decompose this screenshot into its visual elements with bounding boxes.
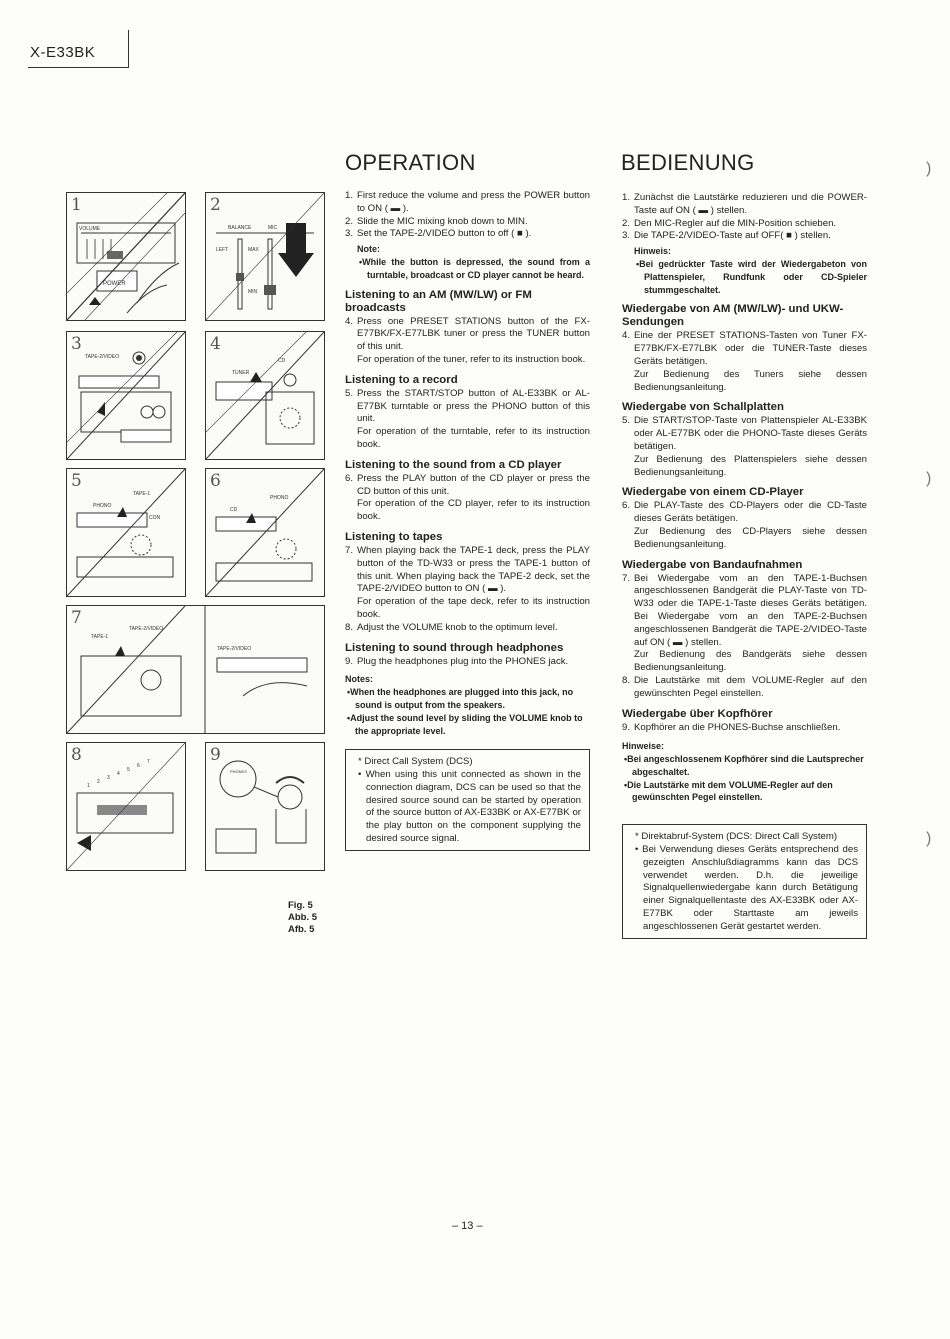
- operation-heading: OPERATION: [345, 150, 476, 175]
- panel-8-tick-7: 7: [147, 759, 150, 765]
- english-step-5-sub: For operation of the turntable, refer to its instruction book.: [357, 426, 590, 450]
- panel-7-tape2video-label-right: TAPE-2/VIDEO: [217, 646, 252, 652]
- fig-caption-nl: Afb. 5: [288, 924, 315, 935]
- header-rule-horizontal: [28, 67, 129, 68]
- header-rule-vertical: [128, 30, 129, 68]
- panel-4-number: 4: [210, 334, 221, 354]
- english-section-tapes: Listening to tapes: [345, 530, 443, 543]
- list-item: 5. Die START/STOP-Taste von Plattenspieler AL-E33BK oder AL-E77BK oder die PHONO-Taste dieses Geräts betätigen.: [622, 415, 867, 452]
- panel-6-cd-label: CD: [230, 507, 238, 513]
- model-tag: X-E33BK: [30, 44, 96, 61]
- figure-panel-3: [66, 331, 186, 460]
- panel-1-number: 1: [71, 195, 82, 215]
- list-item: 7. Bei Wiedergabe vom an den TAPE-1-Buchsen angeschlossenen Bandgerät die PLAY-Taste von TD-W33 oder die TAPE-1-Taste dieses Geräts betätigen. Bei Wiedergabe vom an den TAPE-2-Buchsen angeschlossenen Bandgerät die TAPE-2/VIDEO-Taste auf ON ( ▬ ) stellen.: [622, 572, 867, 648]
- german-section-headphones: Wiedergabe über Kopfhörer: [622, 707, 773, 720]
- english-section-cd: Listening to the sound from a CD player: [345, 458, 562, 471]
- panel-8-tick-5: 5: [127, 767, 130, 773]
- fig-caption-de: Abb. 5: [288, 912, 318, 923]
- figure-panel-2: [205, 192, 325, 321]
- list-item: 1. Zunächst die Lautstärke reduzieren und die POWER-Taste auf ON ( ▬ ) stellen.: [622, 192, 867, 216]
- english-section-record: Listening to a record: [345, 373, 458, 386]
- list-item: 3. Die TAPE-2/VIDEO-Taste auf OFF( ■ ) stellen.: [622, 230, 831, 242]
- german-dcs-title: * Direktabruf-System (DCS: Direct Call System): [635, 831, 838, 843]
- german-notes-item: • Die Lautstärke mit dem VOLUME-Regler auf den gewünschten Pegel einstellen.: [622, 779, 867, 805]
- list-item: 6. Press the PLAY button of the CD player or press the CD button of this unit.: [345, 472, 590, 497]
- panel-8-number: 8: [71, 745, 82, 765]
- panel-7-tape2video-label-left: TAPE-2/VIDEO: [129, 626, 164, 632]
- panel-2-number: 2: [210, 195, 221, 215]
- panel-1-illustration: [67, 193, 185, 320]
- panel-4-illustration: [206, 332, 324, 459]
- german-section-record: Wiedergabe von Schallplatten: [622, 401, 784, 414]
- list-item: 1. First reduce the volume and press the POWER button to ON ( ▬ ).: [345, 190, 590, 214]
- german-notes-title: Hinweise:: [622, 741, 665, 752]
- panel-5-tape1-label: TAPE-1: [133, 491, 151, 497]
- german-step-7-sub: Zur Bedienung des Bandgeräts siehe dessen Bedienungsanleitung.: [634, 649, 867, 674]
- german-section-am: Wiedergabe von AM (MW/LW)- und UKW-Sendungen: [622, 303, 844, 329]
- list-item: 9. Plug the headphones plug into the PHONES jack.: [345, 655, 569, 667]
- list-item: 8. Adjust the VOLUME knob to the optimum level.: [345, 621, 558, 633]
- panel-3-number: 3: [71, 334, 82, 354]
- panel-2-max-label: MAX: [248, 247, 259, 253]
- panel-5-illustration: [67, 469, 185, 596]
- margin-mark: ): [926, 470, 932, 487]
- list-item: 5. Press the START/STOP button of AL-E33BK or AL-E77BK turntable or press the PHONO button of this unit.: [345, 387, 590, 425]
- german-step-5-sub: Zur Bedienung des Plattenspielers siehe dessen Bedienungsanleitung.: [634, 453, 867, 478]
- german-section-tapes: Wiedergabe von Bandaufnahmen: [622, 558, 803, 571]
- panel-9-phones-label: PHONES: [230, 769, 247, 774]
- list-item: 3. Set the TAPE-2/VIDEO button to off ( ■ ).: [345, 228, 532, 240]
- figure-caption: [288, 900, 317, 936]
- german-notes-item: • Bei angeschlossenem Kopfhörer sind die Lautsprecher abgeschaltet.: [622, 753, 867, 779]
- german-dcs-text: • Bei Verwendung dieses Geräts entsprechend des gezeigten Anschlußdiagramms kann das DCS verwendet werden. D.h. die jeweilige Signalquellenwiedergabe kann durch Betätigung einer Signalquellentaste des AX-E33BK oder AX-E77BK oder Starttaste am jeweils angeschlossenen Gerät gestartet werden.: [635, 844, 858, 932]
- figure-panel-9: [205, 742, 325, 871]
- german-column: [622, 192, 867, 939]
- figure-panel-5: [66, 468, 186, 597]
- english-section-am: Listening to an AM (MW/LW) or FM broadcasts: [345, 288, 532, 314]
- margin-mark: ): [926, 160, 932, 177]
- panel-7-illustration: [67, 606, 324, 733]
- figure-panel-6: [205, 468, 325, 597]
- page-number: – 13 –: [452, 1220, 483, 1232]
- panel-8-tick-6: 6: [137, 763, 140, 769]
- english-notes-item: • When the headphones are plugged into this jack, no sound is output from the speakers.: [345, 686, 590, 712]
- panel-5-phono-label: PHONO: [93, 503, 112, 509]
- german-section-cd: Wiedergabe von einem CD-Player: [622, 486, 804, 499]
- english-section-headphones: Listening to sound through headphones: [345, 641, 564, 654]
- panel-5-con-label: CON: [149, 515, 161, 521]
- panel-2-left-label: LEFT: [216, 247, 229, 253]
- english-step-7-sub: For operation of the tape deck, refer to its instruction book.: [357, 596, 590, 620]
- english-note-title: Note:: [357, 244, 380, 255]
- fig-caption-en: Fig. 5: [288, 900, 313, 911]
- panel-4-cd-label: CD: [278, 358, 286, 364]
- english-step-6-sub: For operation of the CD player, refer to its instruction book.: [357, 498, 590, 523]
- panel-2-balance-label: BALANCE: [228, 225, 252, 231]
- english-steps-1-3: [345, 190, 590, 241]
- german-step-4-sub: Zur Bedienung des Tuners siehe dessen Bedienungsanleitung.: [634, 368, 867, 393]
- list-item: 2. Slide the MIC mixing knob down to MIN.: [345, 215, 528, 227]
- panel-1-power-label: POWER: [103, 281, 126, 287]
- list-item: 7. When playing back the TAPE-1 deck, press the PLAY button of the TD-W33 or press the TAPE-1 button of this unit. When playing back the TAPE-2 deck, set the TAPE-2/VIDEO button to ON ( ▬ ).: [345, 544, 590, 595]
- panel-7-tape1-label: TAPE-1: [91, 634, 109, 640]
- english-step-4-sub: For operation of the tuner, refer to its instruction book.: [357, 353, 586, 365]
- bedienung-heading: BEDIENUNG: [621, 150, 755, 175]
- panel-2-min-label: MIN: [248, 289, 258, 295]
- panel-2-illustration: [206, 193, 324, 320]
- figure-panel-1: [66, 192, 186, 321]
- german-note-title: Hinweis:: [634, 246, 672, 257]
- panel-6-illustration: [206, 469, 324, 596]
- english-dcs-title: * Direct Call System (DCS): [358, 756, 473, 768]
- list-item: 4. Press one PRESET STATIONS button of the FX-E77BK/FX-E77LBK tuner or press the TUNER button of this unit.: [345, 315, 590, 353]
- list-item: 9. Kopfhörer an die PHONES-Buchse anschließen.: [622, 721, 841, 733]
- panel-1-volume-label: VOLUME: [79, 226, 101, 232]
- german-step-6-sub: Zur Bedienung des CD-Players siehe dessen Bedienungsanleitung.: [634, 525, 867, 550]
- panel-8-tick-2: 2: [97, 779, 100, 785]
- panel-6-phono-label: PHONO: [270, 495, 289, 501]
- list-item: 2. Den MIC-Regler auf die MIN-Position schieben.: [622, 217, 837, 229]
- margin-mark: ): [926, 830, 932, 847]
- list-item: 4. Eine der PRESET STATIONS-Tasten von Tuner FX-E77BK/FX-E77LBK oder die TUNER-Taste dieses Geräts betätigen.: [622, 330, 867, 367]
- panel-7-number: 7: [71, 608, 82, 628]
- english-note-item: • While the button is depressed, the sound from a turntable, broadcast or CD player cannot be heard.: [357, 256, 590, 282]
- english-column: [345, 190, 590, 851]
- panel-8-tick-3: 3: [107, 775, 110, 781]
- panel-2-mic-label: MIC: [268, 225, 278, 231]
- panel-3-illustration: [67, 332, 185, 459]
- figure-panel-8: [66, 742, 186, 871]
- figure-panel-7: [66, 605, 325, 734]
- english-dcs-text: • When using this unit connected as shown in the connection diagram, DCS can be used so that the desired source sound can be started by operation of the source button of AX-E33BK or AX-E77BK or the play button on the component supplying the desired source signal.: [358, 769, 581, 845]
- german-dcs-box: [622, 824, 867, 938]
- operation-figure: [66, 192, 327, 878]
- panel-8-tick-4: 4: [117, 771, 120, 777]
- panel-5-number: 5: [71, 471, 82, 491]
- figure-panel-4: [205, 331, 325, 460]
- panel-6-number: 6: [210, 471, 221, 491]
- panel-3-tape2video-label: TAPE-2/VIDEO: [85, 354, 120, 360]
- panel-9-illustration: [206, 743, 324, 870]
- list-item: 6. Die PLAY-Taste des CD-Players oder die CD-Taste dieses Geräts betätigen.: [622, 500, 867, 525]
- english-notes-item: • Adjust the sound level by sliding the VOLUME knob to the appropriate level.: [345, 712, 590, 738]
- list-item: 8. Die Lautstärke mit dem VOLUME-Regler auf den gewünschten Pegel einstellen.: [622, 674, 867, 699]
- panel-8-tick-1: 1: [87, 783, 90, 789]
- english-dcs-box: [345, 749, 590, 851]
- panel-8-illustration: [67, 743, 185, 870]
- english-notes-title: Notes:: [345, 674, 374, 685]
- german-steps-1-3: [622, 192, 867, 243]
- german-note-item: • Bei gedrückter Taste wird der Wiedergabeton von Plattenspieler, Rundfunk oder CD-Spieler stummgeschaltet.: [634, 258, 867, 296]
- panel-9-number: 9: [210, 745, 221, 765]
- panel-4-tuner-label: TUNER: [232, 370, 250, 376]
